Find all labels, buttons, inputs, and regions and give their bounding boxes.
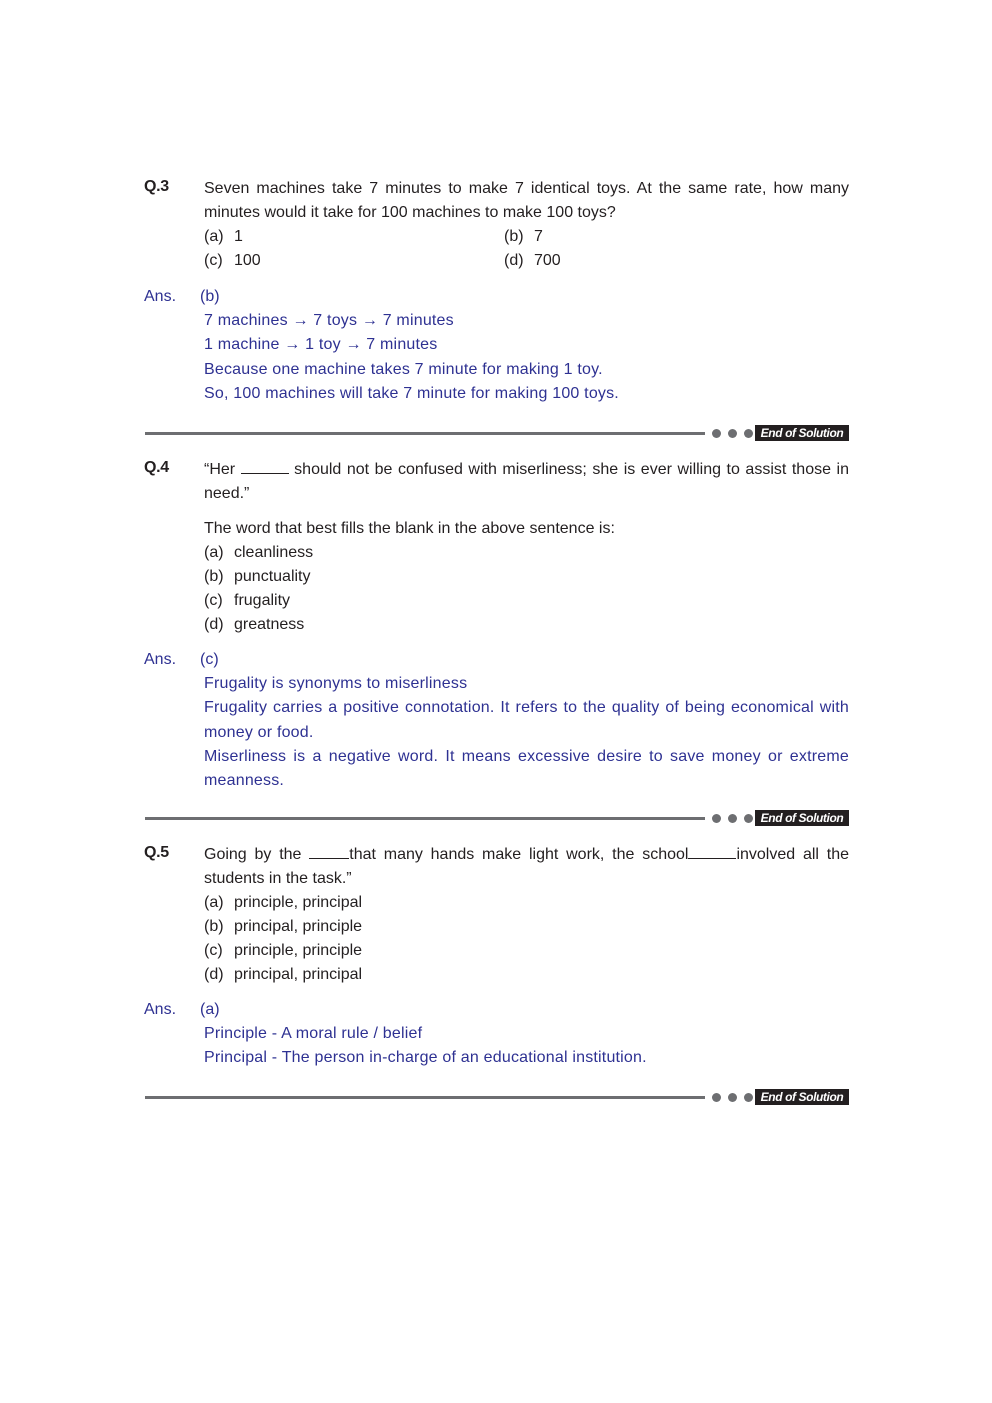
end-of-solution-tag: End of Solution xyxy=(755,810,849,826)
explanation-line: 1 machine → 1 toy → 7 minutes xyxy=(204,336,438,354)
divider-line xyxy=(145,817,705,820)
dot-icon xyxy=(728,1093,737,1102)
question-number: Q.5 xyxy=(144,844,169,861)
dot-icon xyxy=(712,429,721,438)
answer-explanation xyxy=(204,1022,849,1071)
dot-icon xyxy=(744,1093,753,1102)
end-of-solution-divider xyxy=(145,425,849,441)
dot-icon xyxy=(728,429,737,438)
end-of-solution-tag: End of Solution xyxy=(755,1089,849,1105)
option-c: (c) principle, principle xyxy=(204,942,363,959)
option-d: (d) greatness xyxy=(204,616,305,633)
dot-icon xyxy=(712,814,721,823)
options xyxy=(204,541,849,637)
explanation-line: Because one machine takes 7 minute for making 1 toy. xyxy=(204,360,603,378)
question-3 xyxy=(144,177,849,273)
option-b: (b) 7 xyxy=(504,228,543,245)
answer-value: (c) xyxy=(200,651,219,668)
option-b: (b) principal, principle xyxy=(204,918,363,935)
answer-value: (b) xyxy=(200,288,220,305)
explanation-line: Frugality carries a positive connotation. It refers to the quality of being economical with money or food. xyxy=(204,699,849,741)
options xyxy=(204,891,849,987)
explanation-line: Miserliness is a negative word. It means excessive desire to save money or extreme meanness. xyxy=(204,747,849,790)
answer-4 xyxy=(144,648,849,793)
option-b: (b) punctuality xyxy=(204,568,311,585)
question-number: Q.4 xyxy=(144,459,169,476)
blank xyxy=(309,844,349,859)
option-c: (c) 100 xyxy=(204,252,261,269)
explanation-line: Principal - The person in-charge of an educational institution. xyxy=(204,1049,647,1067)
end-of-solution-divider xyxy=(145,1089,849,1105)
question-text: Seven machines take 7 minutes to make 7 identical toys. At the same rate, how many minutes would it take for 100 machines to make 100 toys? xyxy=(204,180,849,221)
option-a: (a) 1 xyxy=(204,228,243,245)
explanation-line: Frugality is synonyms to miserliness xyxy=(204,675,468,692)
answer-label: Ans. xyxy=(144,1001,177,1018)
answer-value: (a) xyxy=(200,1001,220,1018)
blank xyxy=(688,844,736,859)
end-of-solution-divider xyxy=(145,810,849,826)
question-text: Going by the that many hands make light work, the school involved all the students in the task.” xyxy=(204,846,850,887)
dot-icon xyxy=(744,814,753,823)
explanation-line: 7 machines → 7 toys → 7 minutes xyxy=(204,312,454,329)
answer-explanation xyxy=(204,672,849,793)
question-prompt: The word that best fills the blank in the above sentence is: xyxy=(204,520,615,537)
question-4 xyxy=(144,458,849,637)
question-5 xyxy=(144,843,849,987)
explanation-line: Principle - A moral rule / belief xyxy=(204,1025,423,1042)
answer-5 xyxy=(144,998,849,1071)
answer-label: Ans. xyxy=(144,288,177,305)
question-text: “Her should not be confused with miserliness; she is ever willing to assist those in need.” xyxy=(204,461,849,502)
dot-icon xyxy=(728,814,737,823)
blank xyxy=(241,459,289,474)
option-d: (d) principal, principal xyxy=(204,966,363,983)
question-number: Q.3 xyxy=(144,178,169,195)
divider-line xyxy=(145,1096,705,1099)
divider-line xyxy=(145,432,705,435)
explanation-line: So, 100 machines will take 7 minute for making 100 toys. xyxy=(204,384,619,402)
option-a: (a) cleanliness xyxy=(204,544,314,561)
options xyxy=(204,225,849,273)
answer-3 xyxy=(144,285,849,406)
dot-icon xyxy=(744,429,753,438)
end-of-solution-tag: End of Solution xyxy=(755,425,849,441)
option-d: (d) 700 xyxy=(504,252,561,269)
option-a: (a) principle, principal xyxy=(204,894,363,911)
dot-icon xyxy=(712,1093,721,1102)
answer-label: Ans. xyxy=(144,651,177,668)
answer-explanation xyxy=(204,309,849,406)
option-c: (c) frugality xyxy=(204,592,291,609)
